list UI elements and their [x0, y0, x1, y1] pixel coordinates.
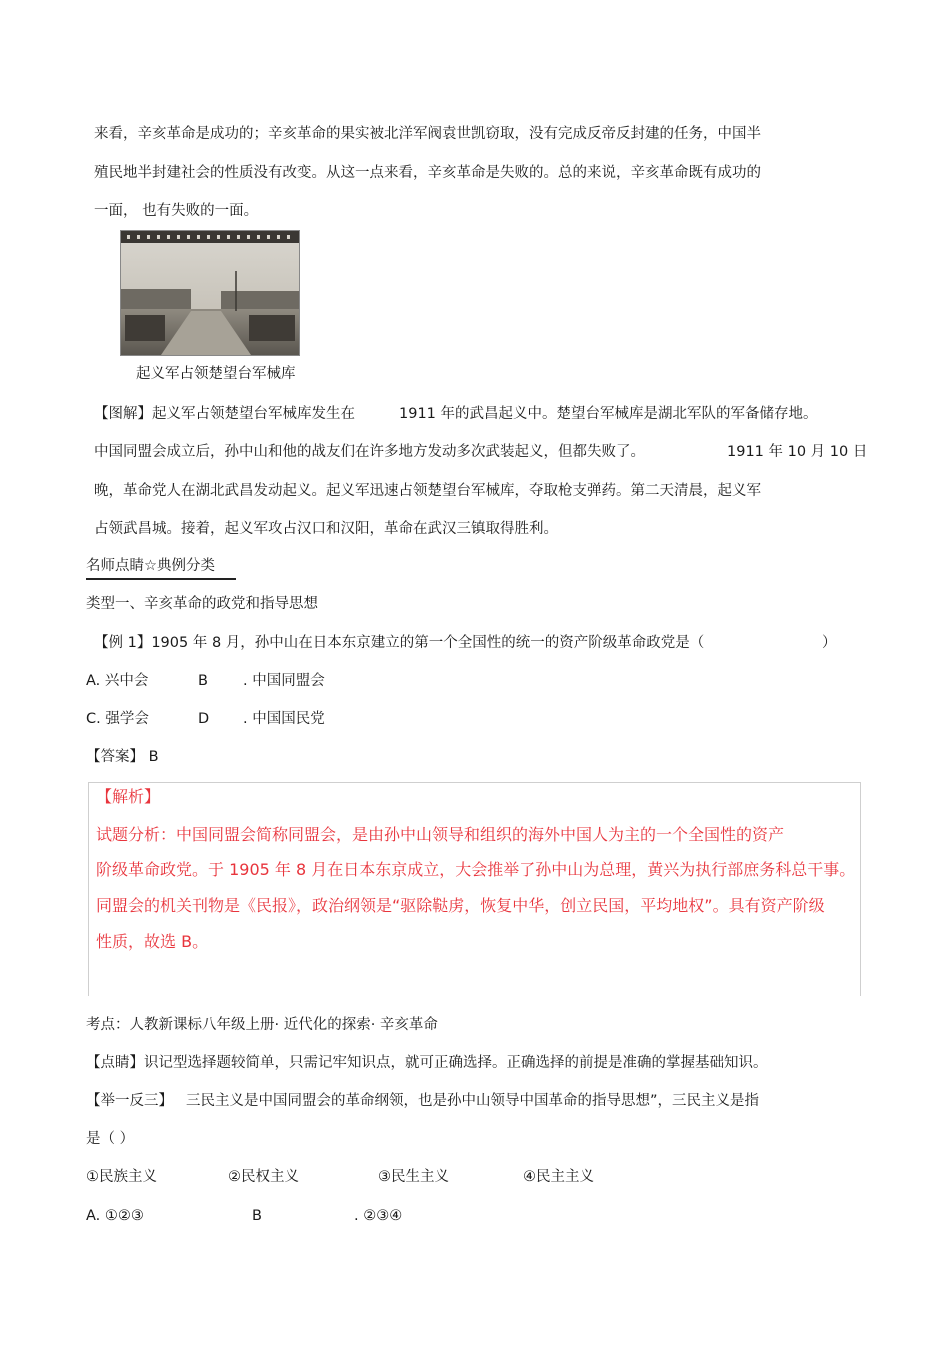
option-d-letter: D [198, 711, 210, 727]
analysis-line-1: 试题分析：中国同盟会简称同盟会，是由孙中山领导和组织的海外中国人为主的一个全国性的资产 [96, 825, 785, 844]
example-question: 【例 1】1905 年 8 月，孙中山在日本东京建立的第一个全国性的统一的资产阶级革命政党是（ [94, 635, 705, 651]
tujie-line-2a: 中国同盟会成立后，孙中山和他的战友们在许多地方发动多次武装起义，但都失败了。 [94, 444, 645, 460]
extension-question-end: 是（ ） [86, 1131, 135, 1147]
analysis-box [88, 782, 861, 996]
extension-item-3: ③民生主义 [378, 1169, 449, 1185]
extension-option-b-letter: B [252, 1208, 262, 1224]
kaodian: 考点：人教新课标八年级上册· 近代化的探索· 辛亥革命 [86, 1017, 438, 1033]
armory-photo [120, 230, 300, 356]
tujie-line-2b: 1911 年 10 月 10 日 [727, 444, 868, 460]
type-heading: 类型一、辛亥革命的政党和指导思想 [86, 596, 318, 612]
tujie-line-1b: 1911 年的武昌起义中。楚望台军械库是湖北军队的军备储存地。 [399, 406, 818, 422]
analysis-line-3: 同盟会的机关刊物是《民报》，政治纲领是“驱除鞑虏，恢复中华，创立民国，平均地权”。具有资产阶级 [96, 896, 825, 915]
paragraph-line-3: 一面， 也有失败的一面。 [94, 203, 259, 219]
figure-caption: 起义军占领楚望台军械库 [136, 366, 296, 382]
extension-item-2: ②民权主义 [228, 1169, 299, 1185]
analysis-line-2: 阶级革命政党。于 1905 年 8 月在日本东京成立，大会推举了孙中山为总理，黄兴为执行部庶务科总干事。 [96, 860, 856, 879]
extension-item-1: ①民族主义 [86, 1169, 157, 1185]
option-c: C. 强学会 [86, 711, 149, 727]
option-a: A. 兴中会 [86, 673, 149, 689]
paragraph-line-1: 来看，辛亥革命是成功的；辛亥革命的果实被北洋军阀袁世凯窃取，没有完成反帝反封建的任务，中国半 [94, 126, 761, 142]
analysis-title: 【解析】 [96, 787, 161, 806]
extension-option-b-text: . ②③④ [354, 1208, 403, 1224]
extension-item-4: ④民主主义 [523, 1169, 594, 1185]
paragraph-line-2: 殖民地半封建社会的性质没有改变。从这一点来看，辛亥革命是失败的。总的来说，辛亥革命既有成功的 [94, 165, 761, 181]
extension-label: 【举一反三】 [86, 1093, 173, 1109]
section-heading: 名师点睛☆典例分类 [86, 556, 236, 580]
option-d-text: . 中国国民党 [243, 711, 325, 727]
analysis-line-4: 性质，故选 B。 [96, 932, 209, 951]
extension-question: 三民主义是中国同盟会的革命纲领，也是孙中山领导中国革命的指导思想”，三民主义是指 [186, 1093, 760, 1109]
example-question-end: ） [822, 635, 837, 651]
extension-option-a: A. ①②③ [86, 1208, 144, 1224]
option-b-text: . 中国同盟会 [243, 673, 325, 689]
option-b-letter: B [198, 673, 208, 689]
armory-photo-image [121, 231, 299, 355]
dianjing: 【点睛】识记型选择题较简单，只需记牢知识点，就可正确选择。正确选择的前提是准确的掌握基础知识。 [86, 1055, 768, 1071]
answer: 【答案】 B [86, 749, 159, 765]
tujie-line-1a: 【图解】起义军占领楚望台军械库发生在 [94, 406, 355, 422]
tujie-line-3: 晚，革命党人在湖北武昌发动起义。起义军迅速占领楚望台军械库，夺取枪支弹药。第二天清晨，起义军 [94, 483, 761, 499]
tujie-line-4: 占领武昌城。接着，起义军攻占汉口和汉阳，革命在武汉三镇取得胜利。 [94, 521, 558, 537]
